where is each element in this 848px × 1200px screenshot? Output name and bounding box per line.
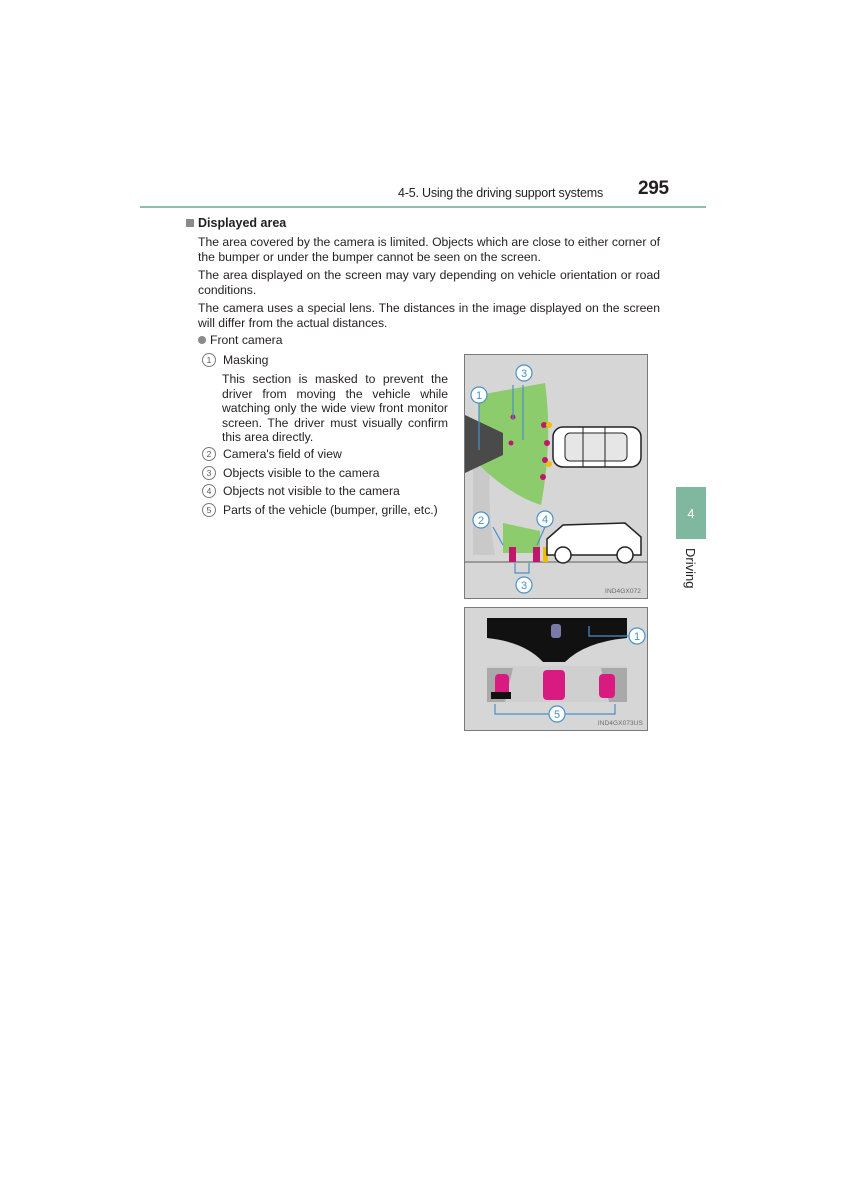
number-5-icon: 5 (202, 503, 216, 517)
sub-heading-text: Front camera (210, 333, 283, 347)
callout-3-bottom: 3 (520, 580, 528, 592)
list-item-2 (202, 447, 342, 462)
masking-description: This section is masked to prevent the driver from moving the vehicle while watching only the wide view front monitor screen. The driver must visually confirm this area directly. (222, 372, 448, 444)
square-bullet-icon (186, 219, 194, 227)
chapter-tab (676, 487, 706, 539)
paragraph-1: The area covered by the camera is limited. Objects which are close to either corner of the bumper or under the bumper cannot be seen on the screen. (198, 235, 660, 264)
page-number: 295 (638, 178, 669, 199)
number-1-icon: 1 (202, 353, 216, 367)
list-item-5 (202, 503, 438, 518)
field-of-view-illustration (465, 355, 647, 598)
list-item-1 (202, 353, 268, 368)
section-heading (186, 216, 286, 231)
callout-2: 2 (477, 515, 485, 527)
paragraph-3: The camera uses a special lens. The distances in the image displayed on the screen will differ from the actual distances. (198, 301, 660, 330)
list-item-4 (202, 484, 400, 499)
field-of-view-figure (464, 354, 648, 599)
list-item-3 (202, 466, 379, 481)
figure-code: IND4GX072 (605, 588, 641, 595)
callout-4: 4 (541, 514, 549, 526)
number-2-icon: 2 (202, 447, 216, 461)
list-item-label: Objects visible to the camera (223, 466, 380, 480)
list-item-label: Parts of the vehicle (bumper, grille, etc.) (223, 503, 438, 517)
callout-1: 1 (475, 390, 483, 402)
number-3-icon: 3 (202, 466, 216, 480)
paragraph-2: The area displayed on the screen may vary depending on vehicle orientation or road conditions. (198, 268, 660, 297)
round-bullet-icon (198, 336, 206, 344)
section-heading-text: Displayed area (198, 216, 287, 230)
list-item-label: Camera's field of view (223, 447, 342, 461)
chapter-label: Driving (683, 548, 698, 589)
list-item-label: Objects not visible to the camera (223, 484, 400, 498)
callout-3-top: 3 (520, 368, 528, 380)
callout-5: 5 (553, 709, 561, 721)
header-section-title: 4-5. Using the driving support systems (398, 186, 603, 200)
monitor-screen-illustration (465, 608, 647, 730)
list-item-label: Masking (223, 353, 269, 367)
header-rule (140, 206, 706, 208)
sub-heading (198, 333, 282, 348)
number-4-icon: 4 (202, 484, 216, 498)
chapter-number: 4 (687, 505, 695, 521)
monitor-screen-figure (464, 607, 648, 731)
figure-code: IND4GX073US (597, 720, 643, 727)
callout-1: 1 (633, 631, 641, 643)
